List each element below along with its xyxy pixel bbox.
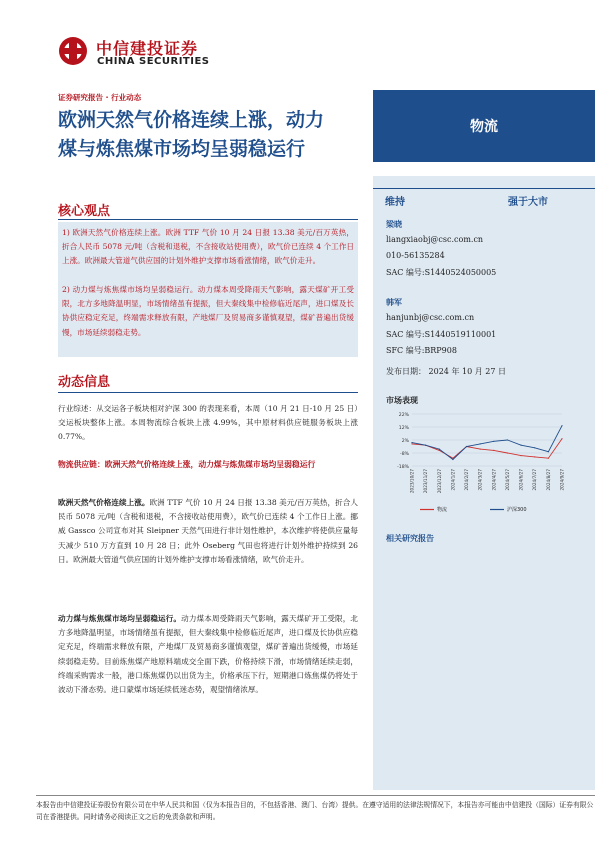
document-type: 证券研究报告 · 行业动态 xyxy=(58,93,142,102)
data-point xyxy=(548,458,549,459)
data-point xyxy=(411,442,412,443)
x-tick-label: 2024/8/27 xyxy=(545,469,551,491)
data-point xyxy=(561,425,562,426)
report-title xyxy=(58,106,368,164)
core-paragraph-2: 2) 动力煤与炼焦煤市场均呈弱稳运行。动力煤本周受降雨天气影响，露天煤矿开工受限，北方多地降温明显，市场情绪虽有提振，但大秦线集中检修临近尾声，进口煤及长协供应稳定充足，终端需求释放有限，产地煤厂及贸易商多谨慎观望，煤矿普遍出货缓慢，市场延续弱稳走势。 xyxy=(62,285,354,337)
core-paragraph-1: 1) 欧洲天然气价格连续上涨。欧洲 TTF 气价 10 月 24 日报 13.38 美元/百万英热，折合人民币 5078 元/吨（含税和退税，不含接收站使用费），欧气价已连续 4 个工作日上涨。欧洲最大管道气供应国的计划外维护支撑市场看涨情绪，欧气价走升。 xyxy=(62,228,354,266)
core-view-heading: 核心观点 xyxy=(58,204,111,219)
footer-divider xyxy=(36,795,595,796)
title-line-1: 欧洲天然气价格连续上涨，动力 xyxy=(58,109,325,131)
data-point xyxy=(548,451,549,452)
logo-text-cn: 中信建投证券 xyxy=(96,39,199,58)
x-tick-label: 2024/7/27 xyxy=(532,469,538,491)
market-performance-chart xyxy=(386,408,568,518)
x-tick-label: 2024/3/27 xyxy=(477,469,483,491)
x-tick-label: 2024/1/27 xyxy=(450,469,456,491)
company-logo-icon xyxy=(58,36,88,66)
data-point xyxy=(411,443,412,444)
data-point xyxy=(493,441,494,442)
data-point xyxy=(439,449,440,450)
series-line xyxy=(412,426,562,460)
analyst-name: 梁晓 xyxy=(386,220,402,229)
analyst-sac: SAC 编号:S1440524050005 xyxy=(386,268,497,277)
section-divider xyxy=(58,219,358,220)
analyst-email[interactable]: hanjunbj@csc.com.cn xyxy=(386,313,475,322)
y-tick-label: -8% xyxy=(400,452,409,457)
analyst-name: 韩军 xyxy=(386,298,402,307)
data-point xyxy=(425,445,426,446)
series-line xyxy=(412,439,562,459)
analyst-sfc: SFC 编号:BRP908 xyxy=(386,346,457,355)
data-point xyxy=(480,449,481,450)
data-point xyxy=(466,446,467,447)
analyst-sac: SAC 编号:S1440519110001 xyxy=(386,330,497,339)
paragraph-lead: 动力煤与炼焦煤市场均呈弱稳运行。 xyxy=(58,614,182,623)
x-tick-label: 2024/2/27 xyxy=(464,469,470,491)
x-tick-label: 2024/9/27 xyxy=(559,469,565,491)
x-tick-label: 2024/6/27 xyxy=(518,469,524,491)
data-point xyxy=(561,438,562,439)
sub-heading: 物流供应链：欧洲天然气价格连续上涨，动力煤与炼焦煤市场均呈弱稳运行 xyxy=(58,460,316,469)
dynamic-info-heading: 动态信息 xyxy=(58,375,111,390)
data-point xyxy=(452,459,453,460)
data-point xyxy=(534,447,535,448)
x-tick-label: 2024/4/27 xyxy=(491,469,497,491)
industry-summary: 行业综述：从交运各子板块相对沪深 300 的表现来看，本周（10 月 21 日-10 月 25 日）交运板块整体上涨。本周物流综合板块上涨 4.99%，其中原材料供应链服务板块上涨 0.77%。 xyxy=(58,404,358,442)
paragraph-gas xyxy=(58,496,358,567)
section-divider xyxy=(58,392,358,393)
logo-text-en: CHINA SECURITIES xyxy=(97,56,210,67)
paragraph-lead: 欧洲天然气价格连续上涨。 xyxy=(58,498,150,507)
chart-title: 市场表现 xyxy=(386,396,418,405)
data-point xyxy=(507,439,508,440)
data-point xyxy=(439,450,440,451)
y-tick-label: 12% xyxy=(398,426,409,431)
data-point xyxy=(534,456,535,457)
legend-label: 沪深300 xyxy=(507,507,527,513)
paragraph-coal xyxy=(58,612,358,697)
paragraph-body: 动力煤本周受降雨天气影响，露天煤矿开工受限，北方多地降温明显，市场情绪虽有提振，但大秦线集中检修临近尾声，进口煤及长协供应稳定充足，终端需求释放有限，产地煤厂及贸易商多谨慎观望，煤矿普遍出货缓慢，市场延续弱稳走势。目前炼焦煤产地原料端成交全面下跌，价格持续下滑，市场情绪延续走弱，终端采购需求一般，港口炼焦煤仍以出货为主，价格承压下行，短期港口炼焦煤仍将处于波动下滑态势。进口蒙煤市场延续低迷态势，观望情绪浓厚。 xyxy=(58,614,359,695)
analyst-email[interactable]: liangxiaobj@csc.com.cn xyxy=(386,235,484,244)
data-point xyxy=(520,455,521,456)
rating-bar xyxy=(373,188,595,211)
analyst-phone: 010-56135284 xyxy=(386,251,445,260)
title-line-2: 煤与炼焦煤市场均呈弱稳运行 xyxy=(58,138,306,160)
data-point xyxy=(520,445,521,446)
paragraph-body: 欧洲 TTF 气价 10 月 24 日报 13.38 美元/百万英热，折合人民币 5078 元/吨（含税和退税，不含接收站使用费），欧气价已连续 4 个工作日上涨。挪威 Gassco 公司宣布对其 Sleipner 天然气田进行非计划性维护，本次维护将使供应量每天减少 510 万方直到 10 月 28 日；此外 Oseberg 气田也将进行计划外维护持续到 26 日。欧洲最大管道气供应国的计划外维护支撑市场看涨情绪，欧气价走升。 xyxy=(58,498,358,564)
sector-label: 物流 xyxy=(470,119,498,135)
legend-label: 物流 xyxy=(437,507,448,513)
x-tick-label: 2024/5/27 xyxy=(504,469,510,491)
rating-value: 强于大市 xyxy=(508,197,548,208)
y-tick-label: -18% xyxy=(397,465,409,470)
x-tick-label: 2023/12/27 xyxy=(436,469,442,494)
data-point xyxy=(493,450,494,451)
related-reports-title: 相关研究报告 xyxy=(386,534,434,543)
publish-date: 发布日期： 2024 年 10 月 27 日 xyxy=(386,367,506,376)
rating-action: 维持 xyxy=(385,197,405,208)
data-point xyxy=(507,452,508,453)
disclaimer-footer: 本报告由中信建投证券股份有限公司在中华人民共和国（仅为本报告目的，不包括香港、澳门、台湾）提供。在遵守适用的法律法规情况下，本报告亦可能由中信建投（国际）证券有限公司在香港提供。同时请务必阅读正文之后的免责条款和声明。 xyxy=(36,801,594,821)
data-point xyxy=(480,443,481,444)
x-tick-label: 2023/10/27 xyxy=(409,469,415,494)
y-tick-label: 22% xyxy=(398,413,409,418)
y-tick-label: 2% xyxy=(401,439,409,444)
x-tick-label: 2023/11/27 xyxy=(423,469,429,494)
